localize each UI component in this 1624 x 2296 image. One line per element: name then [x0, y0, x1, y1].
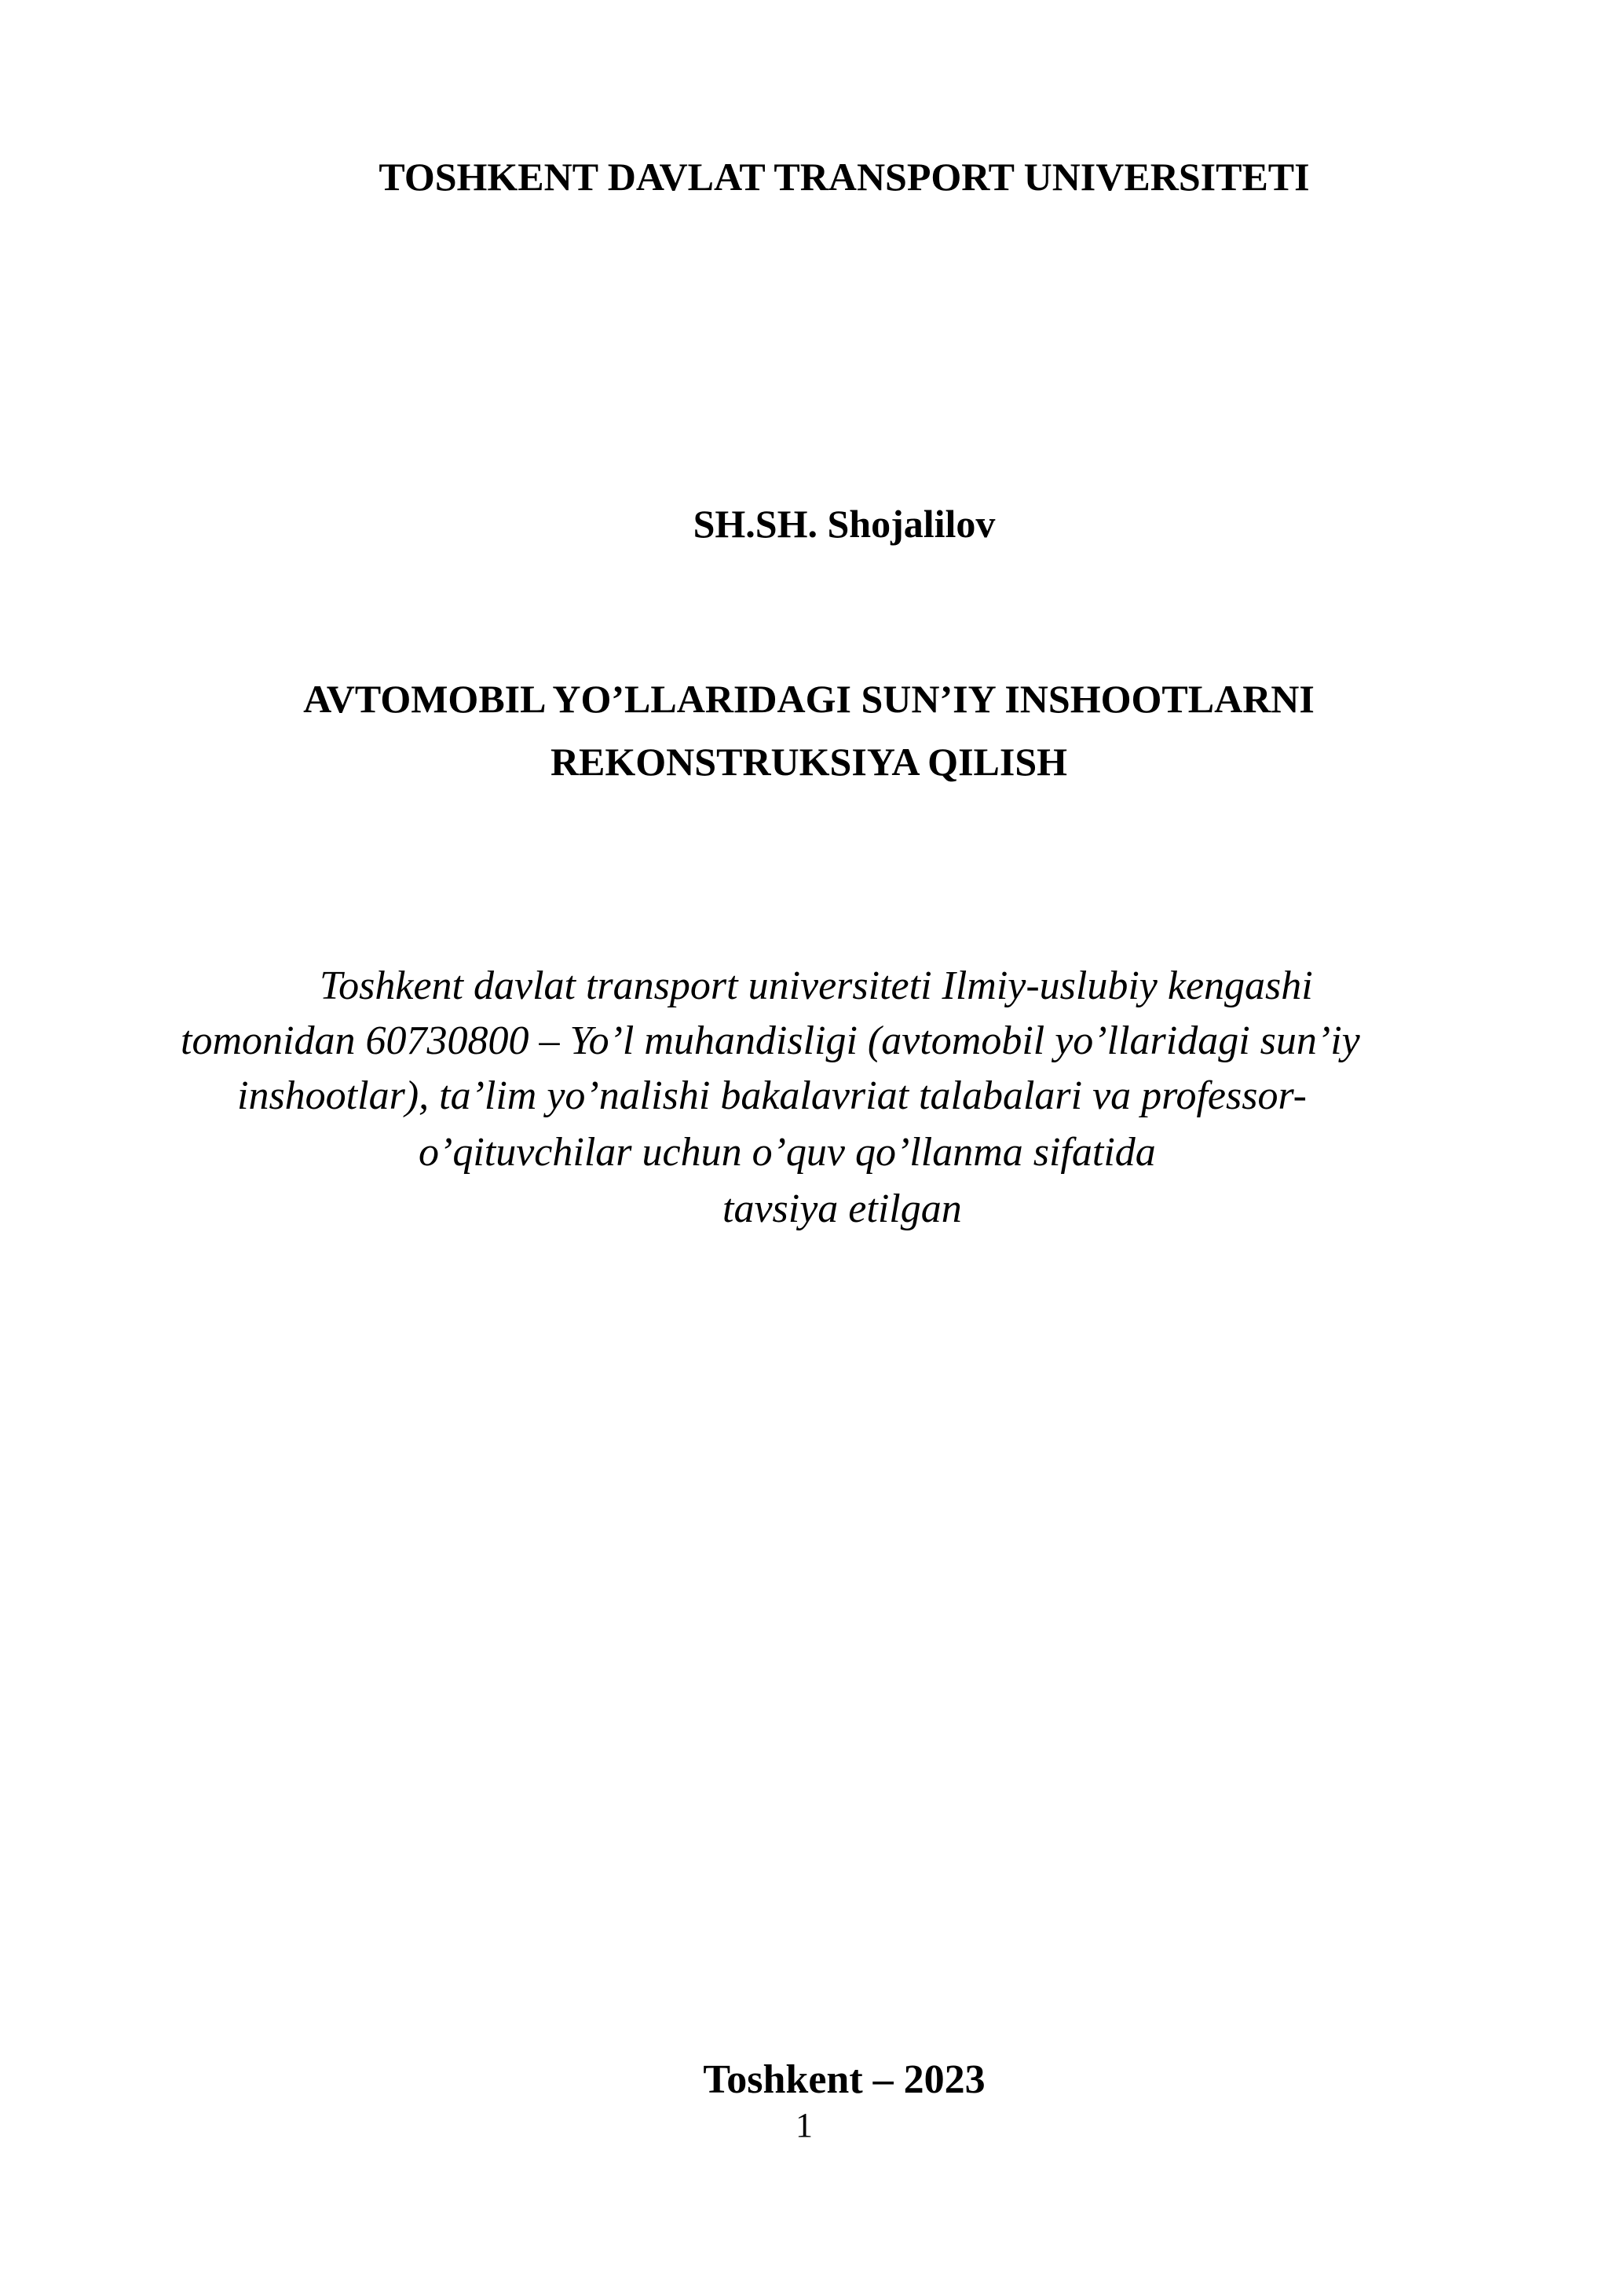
approval-text-line-1: Toshkent davlat transport universiteti Ilmiy-uslubiy kengashi — [320, 963, 1313, 1008]
approval-text-line-4: o’qituvchilar uchun o’quv qo’llanma sifatida — [419, 1130, 1156, 1175]
approval-text-line-3: inshootlar), ta’lim yo’nalishi bakalavriat talabalari va professor- — [237, 1073, 1307, 1118]
approval-text-line-2: tomonidan 60730800 – Yo’l muhandisligi (avtomobil yo’llaridagi sun’iy — [181, 1018, 1360, 1063]
approval-text-line-5: tavsiya etilgan — [722, 1186, 962, 1231]
author-name: SH.SH. Shojalilov — [693, 502, 996, 546]
university-name: TOSHKENT DAVLAT TRANSPORT UNIVERSITETI — [379, 155, 1310, 199]
book-title-line-2: REKONSTRUKSIYA QILISH — [550, 740, 1068, 784]
page-number: 1 — [796, 2106, 813, 2144]
book-title-line-1: AVTOMOBIL YO’LLARIDAGI SUN’IY INSHOOTLARNI — [303, 677, 1315, 721]
place-and-year: Toshkent – 2023 — [703, 2057, 986, 2102]
